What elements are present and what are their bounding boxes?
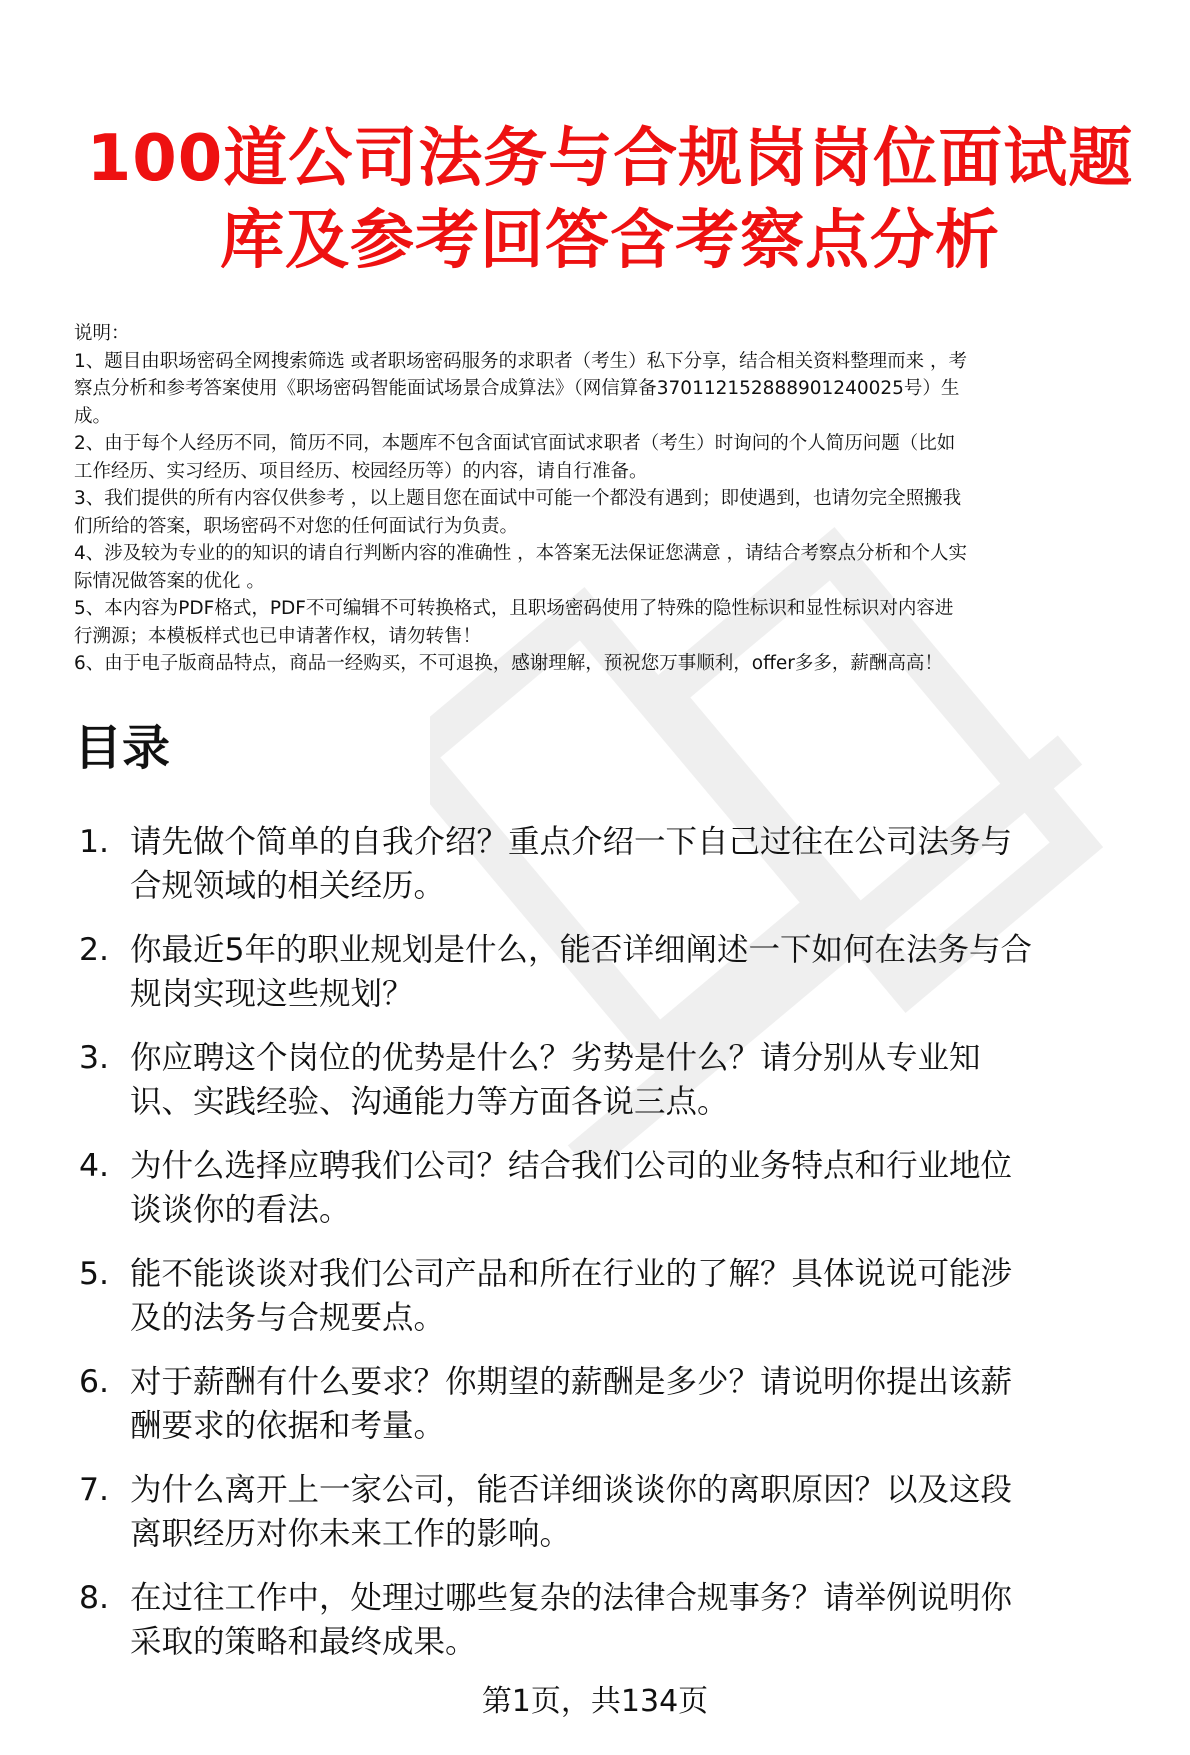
toc-item-text: 为什么离开上一家公司，能否详细谈谈你的离职原因？以及这段: [130, 1472, 1013, 1508]
toc-item-number: 3.: [79, 1040, 110, 1076]
toc-item[interactable]: [74, 1360, 1164, 1448]
toc-item-number: 8.: [79, 1580, 110, 1616]
toc-item-number: 1.: [79, 824, 110, 860]
note-line: 4、涉及较为专业的的知识的请自行判断内容的准确性 ，本答案无法保证您满意 ，请结合考察点分析和个人实: [74, 543, 968, 564]
note-line: 6、由于电子版商品特点，商品一经购买，不可退换，感谢理解，预祝您万事顺利，offer多多，薪酬高高！: [74, 653, 943, 674]
toc-item-number: 5.: [79, 1256, 110, 1292]
toc-item-text: 谈谈你的看法。: [130, 1192, 351, 1228]
page-title: [60, 118, 1160, 282]
toc-item[interactable]: [74, 1252, 1164, 1340]
notes-section: [74, 320, 1159, 678]
page-footer: 第1页，共134页: [481, 1684, 709, 1719]
toc-item-text: 对于薪酬有什么要求？你期望的薪酬是多少？请说明你提出该薪: [130, 1364, 1013, 1400]
toc-item-text: 规岗实现这些规划？: [130, 976, 414, 1012]
note-line: 工作经历、实习经历、项目经历、校园经历等）的内容，请自行准备。: [74, 460, 648, 482]
note-line: 1、题目由职场密码全网搜索筛选 或者职场密码服务的求职者（考生）私下分享，结合相关资料整理而来 ，考: [74, 350, 968, 372]
toc-item[interactable]: [74, 1468, 1164, 1556]
toc-item-text: 酬要求的依据和考量。: [130, 1408, 446, 1444]
toc-item-number: 6.: [79, 1364, 110, 1400]
toc-item-text: 及的法务与合规要点。: [130, 1300, 446, 1336]
toc-item[interactable]: [74, 820, 1164, 908]
toc-item[interactable]: [74, 1576, 1164, 1664]
toc-list: [74, 820, 1164, 1684]
note-line: 成。: [74, 405, 112, 427]
note-line: 2、由于每个人经历不同，简历不同，本题库不包含面试官面试求职者（考生）时询问的个人简历问题（比如: [74, 433, 956, 454]
toc-item[interactable]: [74, 928, 1164, 1016]
toc-item[interactable]: [74, 1144, 1164, 1232]
toc-item-text: 在过往工作中，处理过哪些复杂的法律合规事务？请举例说明你: [130, 1580, 1013, 1616]
toc-item-number: 4.: [79, 1148, 110, 1184]
toc-item-text: 采取的策略和最终成果。: [130, 1624, 477, 1660]
page-title-line-1: 100道公司法务与合规岗岗位面试题: [86, 122, 1134, 196]
toc-item-text: 识、实践经验、沟通能力等方面各说三点。: [130, 1084, 729, 1120]
note-line: 察点分析和参考答案使用《职场密码智能面试场景合成算法》（网信算备370112152888901240025号）生: [74, 378, 960, 399]
toc-item-number: 7.: [79, 1472, 110, 1508]
toc-item[interactable]: [74, 1036, 1164, 1124]
toc-item-number: 2.: [79, 932, 110, 968]
note-line: 行溯源；本模板样式也已申请著作权，请勿转售！: [74, 625, 482, 647]
toc-item-text: 为什么选择应聘我们公司？结合我们公司的业务特点和行业地位: [130, 1148, 1013, 1184]
toc-item-text: 请先做个简单的自我介绍？重点介绍一下自己过往在公司法务与: [130, 824, 1013, 860]
page-title-line-2: 库及参考回答含考察点分析: [220, 204, 1000, 278]
toc-item-text: 离职经历对你未来工作的影响。: [130, 1516, 572, 1552]
toc-item-text: 合规领域的相关经历。: [130, 868, 446, 904]
toc-item-text: 你最近5年的职业规划是什么，能否详细阐述一下如何在法务与合: [130, 932, 1033, 968]
toc-item-text: 你应聘这个岗位的优势是什么？劣势是什么？请分别从专业知: [130, 1040, 981, 1076]
note-line: 际情况做答案的优化 。: [74, 570, 265, 592]
note-line: 说明：: [74, 323, 130, 344]
note-line: 们所给的答案，职场密码不对您的任何面试行为负责。: [74, 515, 519, 537]
toc-heading: 目录: [74, 720, 171, 776]
note-line: 5、本内容为PDF格式，PDF不可编辑不可转换格式，且职场密码使用了特殊的隐性标识和显性标识对内容进: [74, 598, 954, 619]
note-line: 3、我们提供的所有内容仅供参考 ，以上题目您在面试中可能一个都没有遇到；即使遇到，也请勿完全照搬我: [74, 488, 962, 509]
toc-item-text: 能不能谈谈对我们公司产品和所在行业的了解？具体说说可能涉: [130, 1256, 1013, 1292]
